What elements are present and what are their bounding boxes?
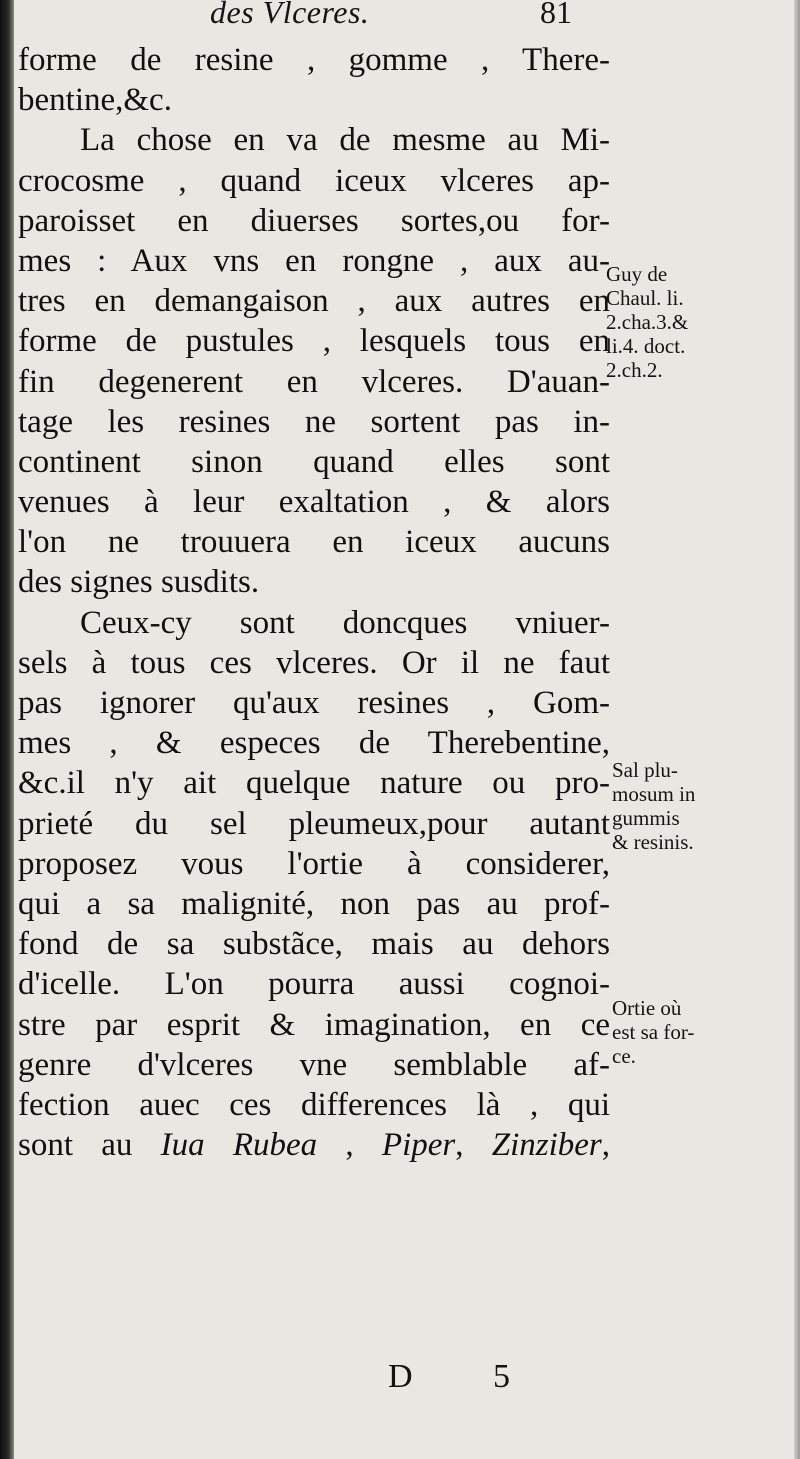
margin-note-line: 2.ch.2. xyxy=(606,358,663,382)
text-line: des signes susdits. xyxy=(18,564,260,601)
margin-note-line: Ortie où xyxy=(612,996,682,1020)
final-line-sep: , xyxy=(455,1127,492,1164)
text-line: qui a sa malignité, non pas au prof- xyxy=(18,885,610,922)
text-line: proposez vous l'ortie à considerer, xyxy=(18,845,610,882)
text-line: tres en demangaison , aux autres en xyxy=(18,283,610,320)
text-line: l'on ne trouuera en iceux aucuns xyxy=(18,524,610,561)
text-line: La chose en va de mesme au Mi- xyxy=(80,122,610,159)
margin-note-line: li.4. doct. xyxy=(606,334,686,358)
margin-note-ortie xyxy=(612,996,694,1068)
final-line-suffix: , xyxy=(601,1127,611,1164)
italic-term-piper: Piper xyxy=(381,1127,456,1164)
text-line: forme de pustules , lesquels tous en xyxy=(18,323,610,360)
text-line: fond de sa substãce, mais au dehors xyxy=(18,926,610,963)
margin-note-line: gummis xyxy=(612,806,680,830)
text-line: prieté du sel pleumeux,pour autant xyxy=(18,805,610,842)
page-edge xyxy=(794,0,800,1459)
text-line: mes : Aux vns en rongne , aux au- xyxy=(18,242,610,279)
final-line-prefix: sont au xyxy=(18,1127,161,1164)
margin-note-line: 2.cha.3.& xyxy=(606,310,689,334)
margin-note-guy-de-chaul xyxy=(606,262,688,382)
text-line: bentine,&c. xyxy=(18,82,172,119)
text-line: fin degenerent en vlceres. D'auan- xyxy=(18,363,610,400)
signature-mark: D 5 xyxy=(388,1358,547,1395)
italic-term-zinziber: Zinziber xyxy=(491,1127,602,1164)
text-line: Ceux-cy sont doncques vniuer- xyxy=(80,604,610,641)
italic-term-iua-rubea: Iua Rubea xyxy=(160,1127,318,1164)
text-line: fection auec ces differences là , qui xyxy=(18,1086,610,1123)
text-line: stre par esprit & imagination, en ce xyxy=(18,1006,610,1043)
running-head: des Vlceres. xyxy=(210,0,370,30)
text-line: forme de resine , gomme , There- xyxy=(18,42,610,78)
margin-note-line: Chaul. li. xyxy=(606,286,684,310)
text-line: sels à tous ces vlceres. Or il ne faut xyxy=(18,644,610,681)
text-line: crocosme , quand iceux vlceres ap- xyxy=(18,162,610,199)
text-line: mes , & especes de Therebentine, xyxy=(18,725,610,762)
margin-note-sal-plumosum xyxy=(612,758,695,854)
text-line: pas ignorer qu'aux resines , Gom- xyxy=(18,685,610,721)
text-line: continent sinon quand elles sont xyxy=(18,443,610,480)
margin-note-line: Sal plu- xyxy=(612,758,678,782)
page-header xyxy=(0,0,800,30)
text-line: &c.il n'y ait quelque nature ou pro- xyxy=(18,765,610,802)
margin-note-line: ce. xyxy=(612,1044,636,1068)
text-line: genre d'vlceres vne semblable af- xyxy=(18,1046,610,1083)
body-text xyxy=(18,40,610,1165)
page-number: 81 xyxy=(540,0,572,30)
margin-note-line: mosum in xyxy=(612,782,696,806)
text-line: tage les resines ne sortent pas in- xyxy=(18,403,610,440)
final-line-sep: , xyxy=(317,1127,382,1164)
margin-note-line: est sa for- xyxy=(612,1020,695,1044)
margin-note-line: Guy de xyxy=(606,262,668,286)
text-line: d'icelle. L'on pourra aussi cognoi- xyxy=(18,966,610,1003)
margin-note-line: & resinis. xyxy=(612,830,694,854)
text-line: venues à leur exaltation , & alors xyxy=(18,484,610,521)
final-text-line xyxy=(18,1125,610,1165)
text-line: paroisset en diuerses sortes,ou for- xyxy=(18,202,610,239)
binding-gutter xyxy=(0,0,14,1459)
